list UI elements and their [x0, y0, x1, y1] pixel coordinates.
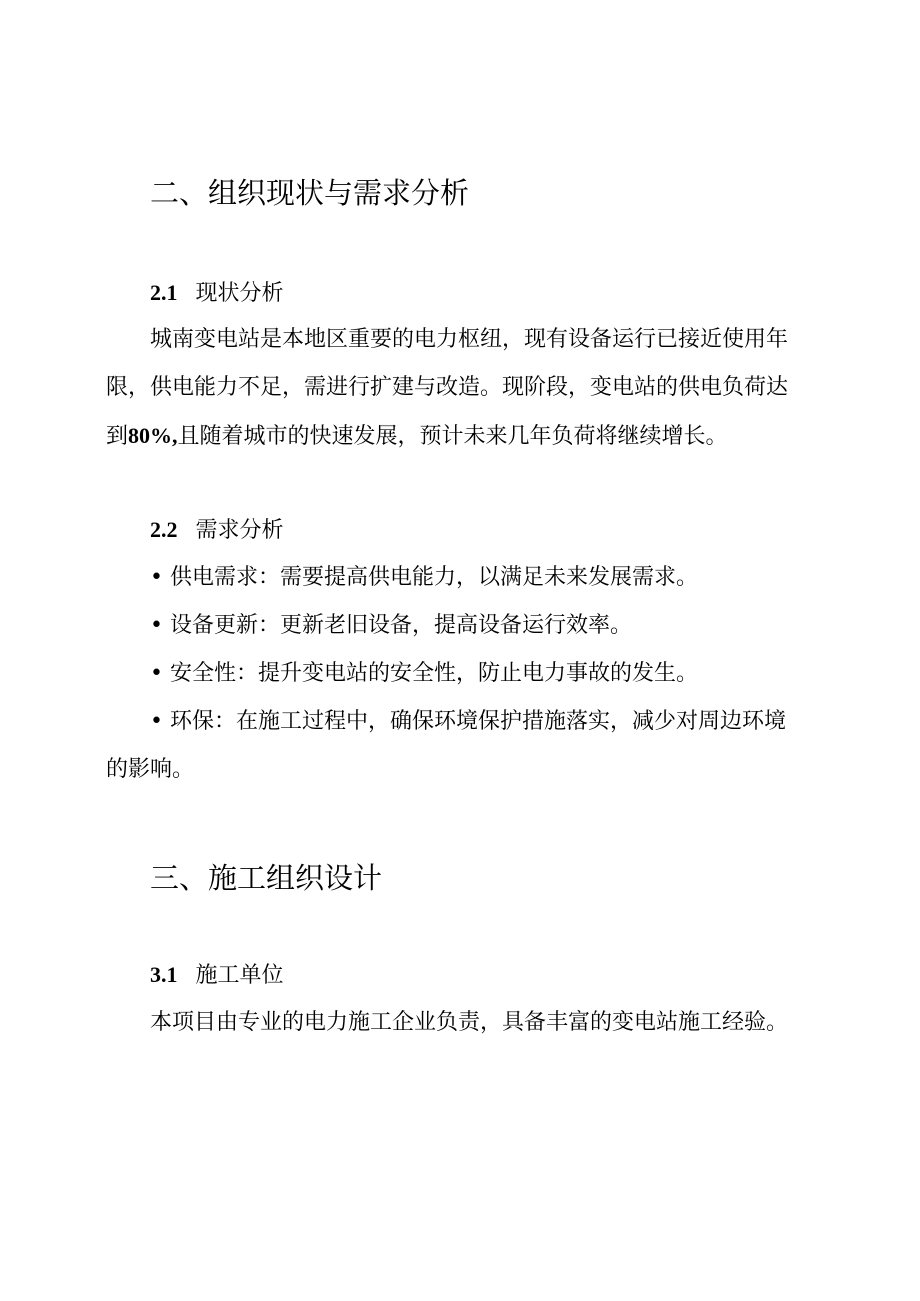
- subsection-number: 2.2: [150, 517, 178, 542]
- paragraph-line: 限，供电能力不足，需进行扩建与改造。现阶段，变电站的供电负荷达: [106, 375, 789, 400]
- list-item: • 设备更新：更新老旧设备，提高设备运行效率。: [150, 613, 632, 638]
- subsection-title: 需求分析: [195, 518, 284, 543]
- subsection-title: 施工单位: [195, 963, 284, 988]
- list-item: • 环保：在施工过程中，确保环境保护措施落实，减少对周边环境: [150, 709, 786, 734]
- section-heading-2: 二、组织现状与需求分析: [150, 176, 470, 210]
- list-item-continuation: 的影响。: [106, 757, 195, 782]
- list-item: • 安全性：提升变电站的安全性，防止电力事故的发生。: [150, 661, 698, 686]
- subsection-heading-3-1: [150, 961, 284, 990]
- text-run: 到: [106, 424, 129, 449]
- paragraph-line: 城南变电站是本地区重要的电力枢纽，现有设备运行已接近使用年: [150, 327, 789, 352]
- percentage-value: 80%,: [128, 423, 178, 448]
- subsection-number: 2.1: [150, 280, 178, 305]
- section-heading-3: 三、施工组织设计: [150, 861, 383, 895]
- list-item: • 供电需求：需要提高供电能力，以满足未来发展需求。: [150, 565, 698, 590]
- subsection-number: 3.1: [150, 962, 178, 987]
- text-run: 且随着城市的快速发展，预计未来几年负荷将继续增长。: [177, 424, 728, 449]
- subsection-heading-2-1: [150, 279, 284, 308]
- paragraph-line: [106, 422, 728, 451]
- subsection-title: 现状分析: [195, 281, 284, 306]
- subsection-heading-2-2: [150, 516, 284, 545]
- paragraph-line: 本项目由专业的电力施工企业负责，具备丰富的变电站施工经验。: [150, 1010, 789, 1035]
